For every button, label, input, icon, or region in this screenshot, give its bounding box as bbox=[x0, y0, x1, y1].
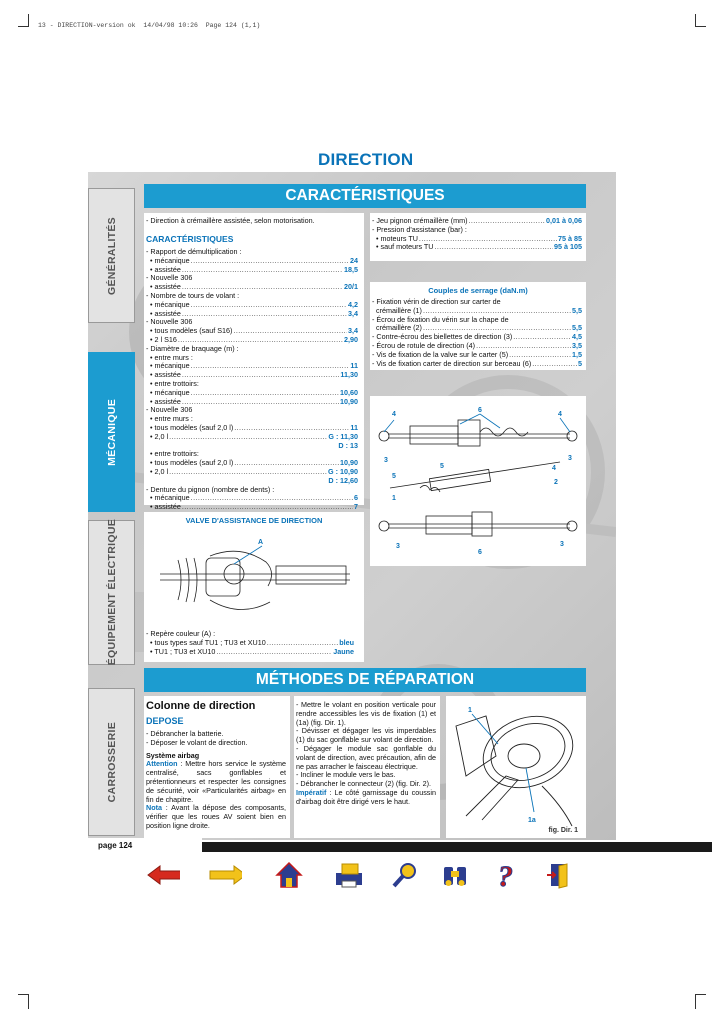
spec-row bbox=[372, 243, 582, 252]
valve-row-value: bleu bbox=[339, 637, 354, 647]
spec-row-label: - Denture du pignon (nombre de dents) : bbox=[146, 484, 275, 494]
valve-figure bbox=[150, 530, 360, 622]
imperatif-text: : Le côté garnissage du coussin d'airbag doit être dirigé vers le haut. bbox=[296, 787, 436, 806]
forward-button[interactable] bbox=[208, 860, 242, 890]
spec-row bbox=[146, 503, 358, 512]
zoom-button[interactable] bbox=[438, 860, 472, 890]
spec-row-value: 6 bbox=[354, 493, 358, 503]
spec-row-leader bbox=[233, 327, 347, 336]
torque-title: Couples de serrage (daN.m) bbox=[428, 286, 528, 295]
torque-row-leader bbox=[513, 333, 571, 342]
question-icon bbox=[494, 860, 524, 890]
torque-row-value: 4,5 bbox=[572, 332, 582, 342]
valve-color-list bbox=[146, 630, 354, 656]
spec-row-leader bbox=[234, 459, 339, 468]
attention-text: : Mettre hors service le système centralisé, sacs gonflables et prétentionneurs et respecter les consignes de sécurité, voir «Particularités airbag» en fin de chapitre. bbox=[146, 759, 286, 804]
callout-2: 2 bbox=[554, 479, 558, 486]
spec-row-label: - Pression d'assistance (bar) : bbox=[372, 224, 467, 234]
valve-marker-a: A bbox=[258, 539, 264, 546]
callout-4-right: 4 bbox=[558, 411, 562, 418]
nota-note bbox=[146, 804, 286, 830]
removal-step: - Dévisser et dégager les vis imperdables (1) du sac gonflable sur volant de direction. bbox=[296, 726, 436, 745]
spec-row-value: 75 à 85 bbox=[558, 233, 582, 243]
spec-row-label: • tous modèles (sauf 2,0 l) bbox=[146, 458, 234, 468]
callout-6-bottom: 6 bbox=[478, 549, 482, 556]
spec-row-leader bbox=[169, 468, 327, 477]
spec-row-leader bbox=[435, 243, 554, 252]
spec-row-label: • mécanique bbox=[146, 493, 190, 503]
removal-step: - Dégager le module sac gonflable du volant de direction, avec précaution, afin de ne pas arracher le faisceau électrique. bbox=[296, 743, 436, 771]
attention-label: Attention bbox=[146, 759, 178, 769]
spec-row-leader bbox=[182, 266, 343, 275]
spec-row-label: • sauf moteurs TU bbox=[372, 242, 434, 252]
spec-row-label: • entre trottoirs: bbox=[146, 449, 199, 459]
depose-steps bbox=[146, 730, 286, 831]
spec-row-label: • tous modèles (sauf S16) bbox=[146, 326, 233, 336]
torque-row-label: crémaillère (1) bbox=[372, 305, 422, 315]
pressure-list bbox=[372, 217, 582, 252]
caracteristiques-banner: CARACTÉRISTIQUES bbox=[144, 184, 586, 208]
torque-row-value: 3,5 bbox=[572, 340, 582, 350]
figure-dir-1 bbox=[446, 696, 586, 838]
removal-step: - Incliner le module vers le bas. bbox=[296, 770, 396, 780]
removal-steps bbox=[296, 701, 436, 807]
spec-row-value: 10,90 bbox=[340, 396, 358, 406]
exit-button[interactable] bbox=[542, 860, 576, 890]
sidebar-tab-equipement-electrique[interactable] bbox=[88, 520, 135, 665]
crop-mark-bottom-right bbox=[695, 994, 706, 1009]
spec-row bbox=[146, 459, 358, 468]
torque-row-value: 5 bbox=[578, 358, 582, 368]
callout-4-mid: 4 bbox=[552, 465, 556, 472]
magnifier-icon bbox=[390, 861, 420, 889]
torque-row-label: - Vis de fixation carter de direction sur berceau (6) bbox=[372, 358, 532, 368]
spec-row-value: 24 bbox=[350, 255, 358, 265]
arrow-left-icon bbox=[146, 864, 180, 886]
spec-row-value: 11 bbox=[350, 361, 358, 371]
torque-row-label: - Vis de fixation de la valve sur le carter (5) bbox=[372, 349, 509, 359]
spec-row-label: • assistée bbox=[146, 264, 181, 274]
figure-caption: fig. Dir. 1 bbox=[548, 827, 578, 834]
spec-row-label: • assistée bbox=[146, 282, 181, 292]
imperatif-note bbox=[296, 789, 436, 807]
valve-row-label: • tous types sauf TU1 ; TU3 et XU10 bbox=[146, 637, 266, 647]
spec-row bbox=[146, 424, 358, 433]
print-button[interactable] bbox=[332, 860, 366, 890]
home-button[interactable] bbox=[272, 860, 306, 890]
spec-row-value: 10,90 bbox=[340, 458, 358, 468]
spec-row-label: - Diamètre de braquage (m) : bbox=[146, 343, 239, 353]
spec-row-label: - Nouvelle 306 bbox=[146, 405, 193, 415]
steering-wheel-drawing bbox=[446, 696, 586, 828]
spec-row-label: - Nombre de tours de volant : bbox=[146, 290, 240, 300]
depose-step: - Débrancher la batterie. bbox=[146, 729, 224, 738]
steering-rack-figure bbox=[370, 396, 586, 566]
sidebar-tab-label: CARROSSERIE bbox=[105, 721, 118, 803]
spec-row-label: • entre murs : bbox=[146, 352, 193, 362]
spec-row-value: D : 13 bbox=[338, 440, 358, 450]
torque-row bbox=[372, 360, 582, 369]
spec-row-value: G : 10,90 bbox=[328, 466, 358, 476]
valve-row-value: Jaune bbox=[333, 646, 354, 656]
svg-text:?: ? bbox=[498, 860, 513, 890]
spec-row-label: - Nouvelle 306 bbox=[146, 273, 193, 283]
arrow-right-icon bbox=[208, 864, 242, 886]
spec-row-label: • assistée bbox=[146, 396, 181, 406]
printer-icon bbox=[333, 861, 365, 889]
spec-row-leader bbox=[191, 494, 353, 503]
spec-row-label: • 2,0 l bbox=[146, 431, 169, 441]
torque-list bbox=[372, 298, 582, 368]
valve-row-leader bbox=[267, 639, 339, 648]
callout-1: 1 bbox=[468, 707, 472, 714]
spec-row-label: • assistée bbox=[146, 308, 181, 318]
torque-row-value: 5,5 bbox=[572, 305, 582, 315]
exit-door-icon bbox=[545, 861, 573, 889]
spec-row-leader bbox=[191, 257, 349, 266]
spec-row bbox=[146, 468, 358, 477]
spec-row-leader bbox=[182, 503, 353, 512]
sidebar-tab-label: ÉQUIPEMENT ÉLECTRIQUE bbox=[105, 519, 118, 666]
spec-row-label: • entre murs : bbox=[146, 414, 193, 424]
torque-row-label: - Fixation vérin de direction sur carter de bbox=[372, 297, 501, 306]
spec-row bbox=[146, 433, 358, 442]
callout-3-bottom-right: 3 bbox=[560, 541, 564, 548]
steering-rack-drawing bbox=[370, 396, 586, 566]
spec-row-leader bbox=[182, 310, 347, 319]
torque-row-label: - Écrou de rotule de direction (4) bbox=[372, 340, 476, 350]
binoculars-icon bbox=[440, 861, 470, 889]
print-header: 13 - DIRECTION-version ok 14/04/98 10:26 Page 124 (1,1) bbox=[38, 22, 261, 29]
spec-row-label: • mécanique bbox=[146, 361, 190, 371]
torque-row-value: 5,5 bbox=[572, 323, 582, 333]
spec-row-label: • mécanique bbox=[146, 299, 190, 309]
callout-5-left: 5 bbox=[392, 473, 396, 480]
spec-row-leader bbox=[182, 398, 339, 407]
sidebar-tab-generalites[interactable] bbox=[88, 188, 135, 323]
spec-row-value: 18,5 bbox=[344, 264, 358, 274]
spec-row-value: 4,2 bbox=[348, 299, 358, 309]
back-button[interactable] bbox=[146, 860, 180, 890]
spec-row-leader bbox=[191, 389, 339, 398]
caracteristiques-intro: - Direction à crémaillère assistée, selon motorisation. bbox=[146, 216, 315, 225]
callout-3-bottom-left: 3 bbox=[396, 543, 400, 550]
callout-5-upper: 5 bbox=[440, 463, 444, 470]
spec-row-label: - Jeu pignon crémaillère (mm) bbox=[372, 216, 468, 225]
spec-row-value: 0,01 à 0,06 bbox=[546, 216, 582, 225]
torque-row-label: crémaillère (2) bbox=[372, 323, 422, 333]
callout-6-top: 6 bbox=[478, 407, 482, 414]
search-button[interactable] bbox=[388, 860, 422, 890]
spec-row-label: • assistée bbox=[146, 370, 181, 380]
spec-row-value: D : 12,60 bbox=[328, 475, 358, 485]
crop-mark-bottom-left bbox=[18, 994, 29, 1009]
sidebar-tab-label: MÉCANIQUE bbox=[105, 398, 118, 466]
torque-row-leader bbox=[532, 360, 577, 369]
spec-row-label: • moteurs TU bbox=[372, 233, 418, 243]
depose-step: - Déposer le volant de direction. bbox=[146, 737, 248, 747]
removal-step: - Mettre le volant en position verticale pour rendre accessibles les vis de fixation (1) et (1a) (fig. Dir. 1). bbox=[296, 700, 436, 727]
page-title: DIRECTION bbox=[318, 150, 414, 169]
spec-row bbox=[146, 327, 358, 336]
methodes-banner: MÉTHODES DE RÉPARATION bbox=[144, 668, 586, 692]
section-subtitle-depose: DEPOSE bbox=[146, 716, 184, 726]
spec-row-value: 2,90 bbox=[344, 334, 358, 344]
removal-step: - Débrancher le connecteur (2) (fig. Dir. 2). bbox=[296, 779, 432, 789]
spec-row-label: - Nouvelle 306 bbox=[146, 317, 193, 327]
spec-row-leader bbox=[191, 301, 347, 310]
caracteristiques-heading: CARACTÉRISTIQUES bbox=[146, 234, 234, 244]
spec-row-leader bbox=[169, 433, 327, 442]
spec-row-leader bbox=[468, 217, 545, 226]
crop-mark-top-right bbox=[695, 14, 706, 27]
spec-row-label: • assistée bbox=[146, 502, 181, 512]
spec-row-value: 11 bbox=[350, 422, 358, 432]
valve-row-label: • TU1 ; TU3 et XU10 bbox=[146, 646, 216, 656]
airbag-subtitle: Système airbag bbox=[146, 750, 200, 760]
valve-row-leader bbox=[216, 648, 332, 657]
callout-3-right: 3 bbox=[568, 455, 572, 462]
callout-1: 1 bbox=[392, 495, 396, 502]
spec-row-leader bbox=[191, 362, 350, 371]
spec-row-label: • entre trottoirs: bbox=[146, 378, 199, 388]
callout-3-left: 3 bbox=[384, 457, 388, 464]
spec-row-value: 3,4 bbox=[348, 308, 358, 318]
spec-row-value: 10,60 bbox=[340, 387, 358, 397]
spec-row-label: • mécanique bbox=[146, 255, 190, 265]
page-number: page 124 bbox=[88, 838, 202, 853]
imperatif-label: Impératif bbox=[296, 787, 327, 797]
spec-row-value: 3,4 bbox=[348, 326, 358, 336]
help-button[interactable] bbox=[492, 860, 526, 890]
spec-row-label: • 2 l S16 bbox=[146, 334, 177, 344]
valve-row-label: - Repère couleur (A) : bbox=[146, 629, 216, 638]
sidebar-tab-mecanique[interactable] bbox=[88, 352, 135, 512]
nota-text: : Avant la dépose des composants, vérifier que les roues AV soient bien en position ligne droite. bbox=[146, 803, 286, 830]
section-title-colonne: Colonne de direction bbox=[146, 700, 256, 712]
valve-drawing bbox=[150, 530, 360, 622]
spec-row-leader bbox=[182, 371, 340, 380]
spec-row-value: 95 à 105 bbox=[554, 242, 582, 252]
callout-4-left: 4 bbox=[392, 411, 396, 418]
callout-1a: 1a bbox=[528, 817, 536, 824]
spec-row-leader bbox=[419, 235, 557, 244]
crop-mark-top-left bbox=[18, 14, 29, 27]
spec-row-value: 20/1 bbox=[344, 282, 358, 292]
valve-row bbox=[146, 648, 354, 657]
valve-title: VALVE D'ASSISTANCE DE DIRECTION bbox=[185, 516, 323, 525]
home-icon bbox=[275, 861, 303, 889]
nota-label: Nota bbox=[146, 803, 162, 813]
spec-row-label: • tous modèles (sauf 2,0 l) bbox=[146, 422, 234, 432]
spec-row-value: 11,30 bbox=[340, 370, 358, 380]
spec-row-value: G : 11,30 bbox=[328, 431, 358, 441]
sidebar-tab-carrosserie[interactable] bbox=[88, 688, 135, 836]
torque-row-value: 1,5 bbox=[572, 349, 582, 359]
spec-row-value: 7 bbox=[354, 502, 358, 512]
caracteristiques-list bbox=[146, 248, 358, 512]
spec-row-label: - Rapport de démultiplication : bbox=[146, 247, 242, 256]
torque-row-label: - Écrou de fixation du vérin sur la chape de bbox=[372, 314, 509, 324]
torque-row-label: - Contre-écrou des biellettes de direction (3) bbox=[372, 332, 513, 342]
attention-note bbox=[146, 760, 286, 804]
spec-row-label: • mécanique bbox=[146, 387, 190, 397]
sidebar-tab-label: GÉNÉRALITÉS bbox=[105, 216, 118, 295]
spec-row-label: • 2,0 l bbox=[146, 466, 169, 476]
